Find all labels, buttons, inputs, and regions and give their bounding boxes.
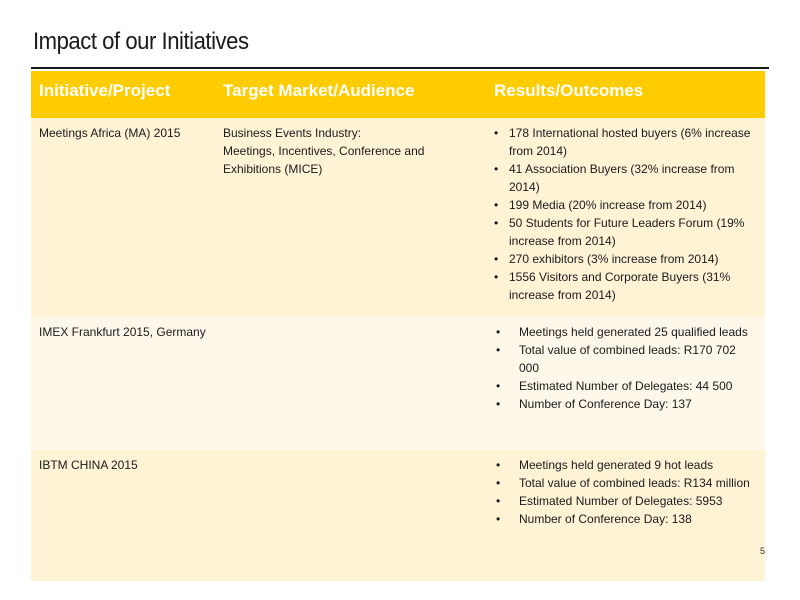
list-item <box>494 323 756 341</box>
list-item <box>494 510 756 528</box>
title-divider <box>31 67 769 69</box>
bullet-icon: • <box>496 476 501 490</box>
bullet-icon: • <box>494 126 499 140</box>
table-header <box>31 71 765 118</box>
list-item <box>494 196 756 214</box>
bullet-icon: • <box>494 252 499 266</box>
list-item <box>494 214 756 250</box>
initiative-cell: Meetings Africa (MA) 2015 <box>39 126 181 140</box>
bullet-icon: • <box>494 162 499 176</box>
table-row <box>31 118 765 317</box>
bullet-icon: • <box>494 216 499 230</box>
initiative-cell: IBTM CHINA 2015 <box>39 458 138 472</box>
bullet-icon: • <box>496 397 501 411</box>
result-text: 1556 Visitors and Corporate Buyers (31% increase from 2014) <box>509 270 731 302</box>
result-text: 41 Association Buyers (32% increase from 2014) <box>509 162 735 194</box>
result-text: 270 exhibitors (3% increase from 2014) <box>509 252 719 266</box>
audience-line: Meetings, Incentives, Conference and Exhibitions (MICE) <box>223 144 425 176</box>
bullet-icon: • <box>496 343 501 357</box>
result-text: 199 Media (20% increase from 2014) <box>509 198 707 212</box>
header-target-market: Target Market/Audience <box>223 81 415 100</box>
result-text: Estimated Number of Delegates: 44 500 <box>519 379 733 393</box>
bullet-icon: • <box>496 494 501 508</box>
page-number: 5 <box>760 546 766 556</box>
list-item <box>494 160 756 196</box>
result-text: Meetings held generated 25 qualified leads <box>519 325 748 339</box>
result-text: Number of Conference Day: 138 <box>519 512 692 526</box>
list-item <box>494 492 756 510</box>
results-list <box>494 323 756 413</box>
bullet-icon: • <box>494 270 499 284</box>
list-item <box>494 124 756 160</box>
results-list <box>494 456 756 528</box>
page-title: Impact of our Initiatives <box>33 28 249 55</box>
bullet-icon: • <box>496 512 501 526</box>
initiative-cell: IMEX Frankfurt 2015, Germany <box>39 325 206 339</box>
table-row <box>31 317 765 450</box>
result-text: Total value of combined leads: R170 702 000 <box>519 343 736 375</box>
list-item <box>494 395 756 413</box>
results-cell <box>494 124 756 304</box>
list-item <box>494 341 756 377</box>
result-text: 178 International hosted buyers (6% increase from 2014) <box>509 126 751 158</box>
result-text: Meetings held generated 9 hot leads <box>519 458 714 472</box>
header-results: Results/Outcomes <box>494 81 644 100</box>
results-cell <box>494 456 756 528</box>
result-text: Number of Conference Day: 137 <box>519 397 692 411</box>
header-initiative: Initiative/Project <box>39 81 171 100</box>
result-text: Total value of combined leads: R134 million <box>519 476 750 490</box>
result-text: Estimated Number of Delegates: 5953 <box>519 494 723 508</box>
list-item <box>494 456 756 474</box>
bullet-icon: • <box>496 379 501 393</box>
list-item <box>494 268 756 304</box>
list-item <box>494 474 756 492</box>
bullet-icon: • <box>496 325 501 339</box>
table-row <box>31 450 765 581</box>
results-cell <box>494 323 756 413</box>
results-list <box>494 124 756 304</box>
list-item <box>494 250 756 268</box>
audience-cell <box>223 124 438 178</box>
audience-line: Business Events Industry: <box>223 126 362 140</box>
bullet-icon: • <box>496 458 501 472</box>
bullet-icon: • <box>494 198 499 212</box>
result-text: 50 Students for Future Leaders Forum (19% increase from 2014) <box>509 216 745 248</box>
list-item <box>494 377 756 395</box>
